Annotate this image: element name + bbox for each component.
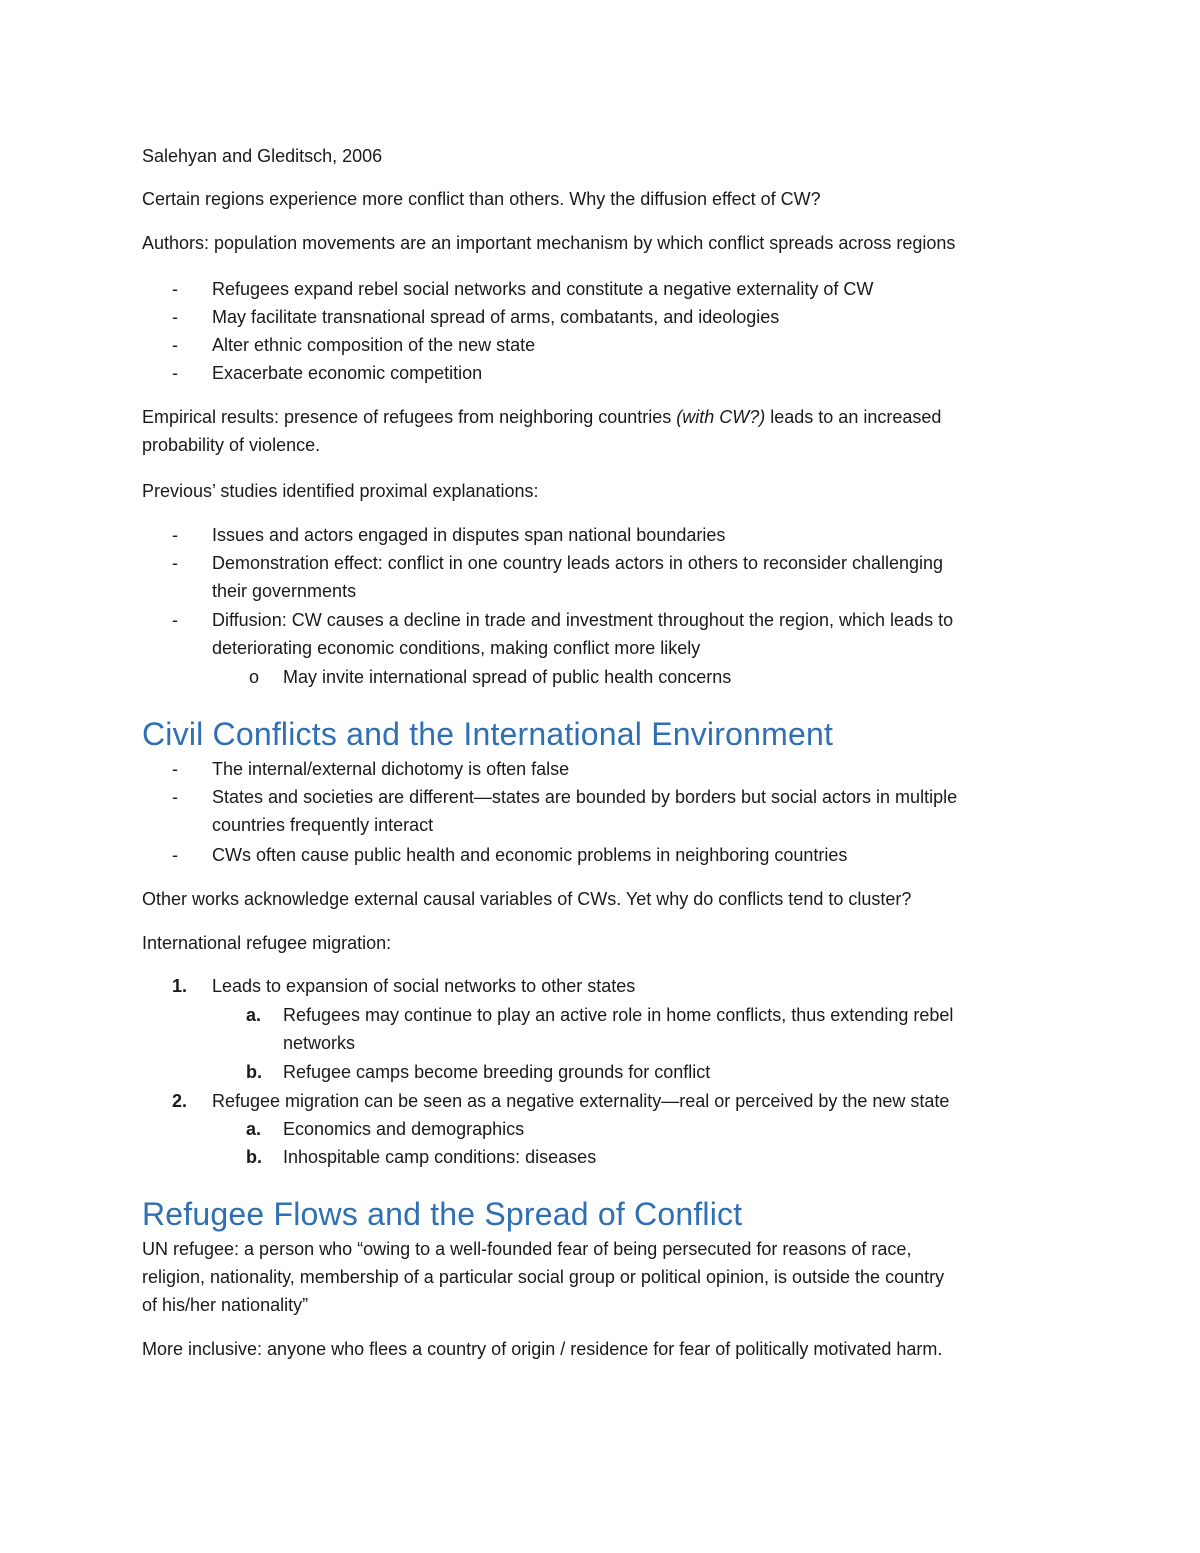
list-item: Issues and actors engaged in disputes span national boundaries — [212, 525, 726, 545]
empirical-italic: (with CW?) — [676, 407, 766, 427]
empirical-text-end: leads to an increased — [765, 407, 942, 427]
list-item-continuation: countries frequently interact — [212, 815, 434, 835]
citation: Salehyan and Gleditsch, 2006 — [142, 146, 383, 166]
bullet-dash: - — [172, 759, 178, 779]
previous-paragraph: Previous’ studies identified proximal explanations: — [142, 481, 539, 501]
other-works-paragraph: Other works acknowledge external causal variables of CWs. Yet why do conflicts tend to cluster? — [142, 889, 912, 909]
lettered-item: Inhospitable camp conditions: diseases — [283, 1147, 597, 1167]
empirical-paragraph-line2: probability of violence. — [142, 435, 321, 455]
more-inclusive-paragraph: More inclusive: anyone who flees a country of origin / residence for fear of politically motivated harm. — [142, 1339, 943, 1359]
list-item: Refugees expand rebel social networks and constitute a negative externality of CW — [212, 279, 874, 299]
section-heading: Refugee Flows and the Spread of Conflict — [142, 1196, 743, 1232]
list-item: Exacerbate economic competition — [212, 363, 483, 383]
bullet-dash: - — [172, 787, 178, 807]
bullet-dash: - — [172, 553, 178, 573]
letter-marker: a. — [246, 1119, 262, 1139]
list-item-continuation: their governments — [212, 581, 357, 601]
letter-marker: a. — [246, 1005, 262, 1025]
list-item: States and societies are different—states are bounded by borders but social actors in multiple — [212, 787, 958, 807]
intro-paragraph: Certain regions experience more conflict than others. Why the diffusion effect of CW? — [142, 189, 821, 209]
number-marker: 1. — [172, 976, 188, 996]
empirical-paragraph — [142, 403, 1052, 432]
list-item: Diffusion: CW causes a decline in trade and investment throughout the region, which leads to — [212, 610, 954, 630]
list-item: May facilitate transnational spread of arms, combatants, and ideologies — [212, 307, 780, 327]
bullet-circle: o — [249, 667, 260, 687]
section-heading: Civil Conflicts and the International Environment — [142, 716, 834, 752]
bullet-dash: - — [172, 335, 178, 355]
un-refugee-line3: of his/her nationality” — [142, 1295, 309, 1315]
letter-marker: b. — [246, 1147, 262, 1167]
numbered-item: Leads to expansion of social networks to other states — [212, 976, 636, 996]
list-item: CWs often cause public health and economic problems in neighboring countries — [212, 845, 848, 865]
lettered-item: Refugees may continue to play an active role in home conflicts, thus extending rebel — [283, 1005, 954, 1025]
empirical-text: Empirical results: presence of refugees from neighboring countries — [142, 407, 677, 427]
list-item: Demonstration effect: conflict in one country leads actors in others to reconsider challenging — [212, 553, 944, 573]
sub-list-item: May invite international spread of public health concerns — [283, 667, 732, 687]
lettered-item: Economics and demographics — [283, 1119, 525, 1139]
numbered-item: Refugee migration can be seen as a negative externality—real or perceived by the new state — [212, 1091, 950, 1111]
letter-marker: b. — [246, 1062, 262, 1082]
lettered-item-continuation: networks — [283, 1033, 356, 1053]
lettered-item: Refugee camps become breeding grounds for conflict — [283, 1062, 711, 1082]
bullet-dash: - — [172, 279, 178, 299]
list-item-continuation: deteriorating economic conditions, making conflict more likely — [212, 638, 701, 658]
migration-paragraph: International refugee migration: — [142, 933, 392, 953]
bullet-dash: - — [172, 610, 178, 630]
number-marker: 2. — [172, 1091, 188, 1111]
list-item: Alter ethnic composition of the new state — [212, 335, 536, 355]
bullet-dash: - — [172, 363, 178, 383]
list-item: The internal/external dichotomy is often false — [212, 759, 570, 779]
authors-paragraph: Authors: population movements are an important mechanism by which conflict spreads across regions — [142, 233, 956, 253]
bullet-dash: - — [172, 845, 178, 865]
un-refugee-line1: UN refugee: a person who “owing to a well-founded fear of being persecuted for reasons of race, — [142, 1239, 912, 1259]
un-refugee-line2: religion, nationality, membership of a particular social group or political opinion, is outside the country — [142, 1267, 945, 1287]
bullet-dash: - — [172, 307, 178, 327]
bullet-dash: - — [172, 525, 178, 545]
